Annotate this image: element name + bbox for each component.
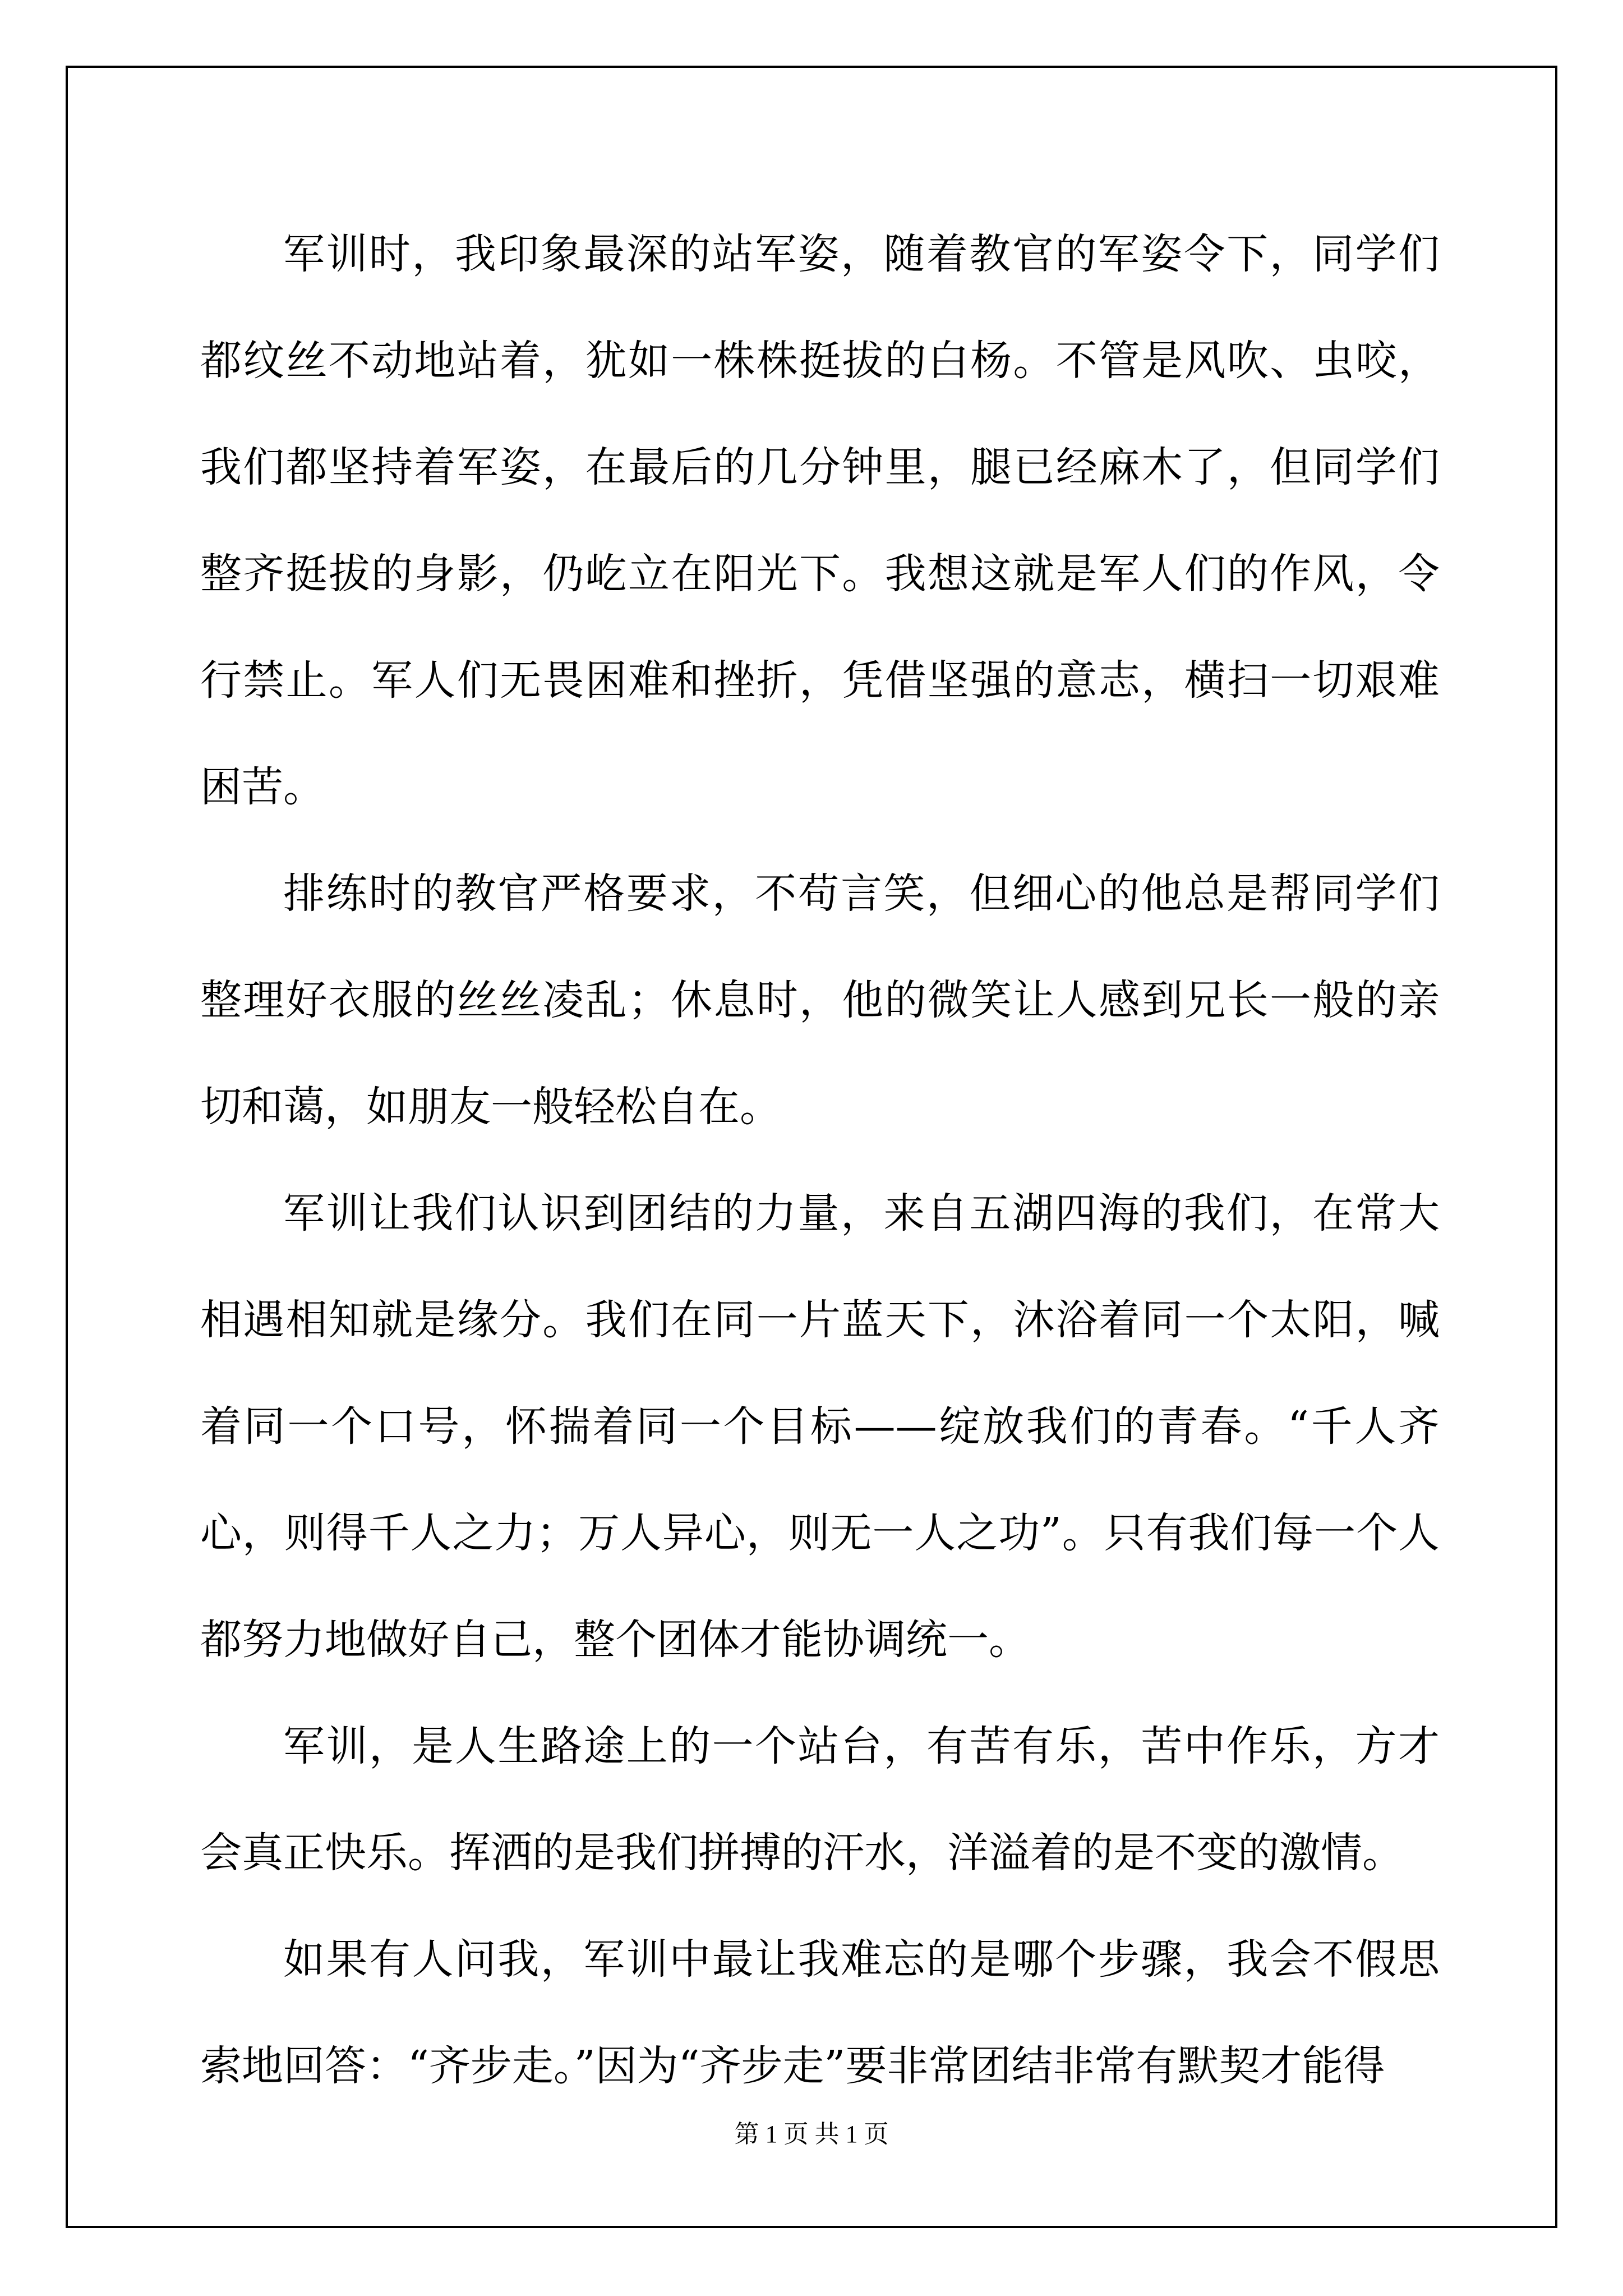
paragraph: 排练时的教官严格要求，不苟言笑，但细心的他总是帮同学们整理好衣服的丝丝凌乱；休息时，他的微笑让人感到兄长一般的亲切和蔼，如朋友一般轻松自在。 [200, 869, 1440, 1131]
paragraph: 军训时，我印象最深的站军姿，随着教官的军姿令下，同学们都纹丝不动地站着，犹如一株株挺拔的白杨。不管是风吹、虫咬，我们都坚持着军姿，在最后的几分钟里，腿已经麻木了，但同学们整齐挺拔的身影，仍屹立在阳光下。我想这就是军人们的作风，令行禁止。军人们无畏困难和挫折，凭借坚强的意志，横扫一切艰难困苦。 [200, 230, 1440, 811]
paragraph: 军训，是人生路途上的一个站台，有苦有乐，苦中作乐，方才会真正快乐。挥洒的是我们拼搏的汗水，洋溢着的是不变的激情。 [200, 1722, 1440, 1877]
paragraph: 军训让我们认识到团结的力量，来自五湖四海的我们，在常大相遇相知就是缘分。我们在同一片蓝天下，沐浴着同一个太阳，喊着同一个口号，怀揣着同一个目标——绽放我们的青春。“千人齐心，则得千人之力；万人异心，则无一人之功”。只有我们每一个人都努力地做好自己，整个团体才能协调统一。 [200, 1189, 1440, 1664]
paragraph: 如果有人问我，军训中最让我难忘的是哪个步骤，我会不假思索地回答：“齐步走。”因为“齐步走”要非常团结非常有默契才能得 [200, 1935, 1440, 2090]
page-number-footer: 第 1 页 共 1 页 [734, 2120, 889, 2148]
document-body [200, 201, 1440, 2119]
